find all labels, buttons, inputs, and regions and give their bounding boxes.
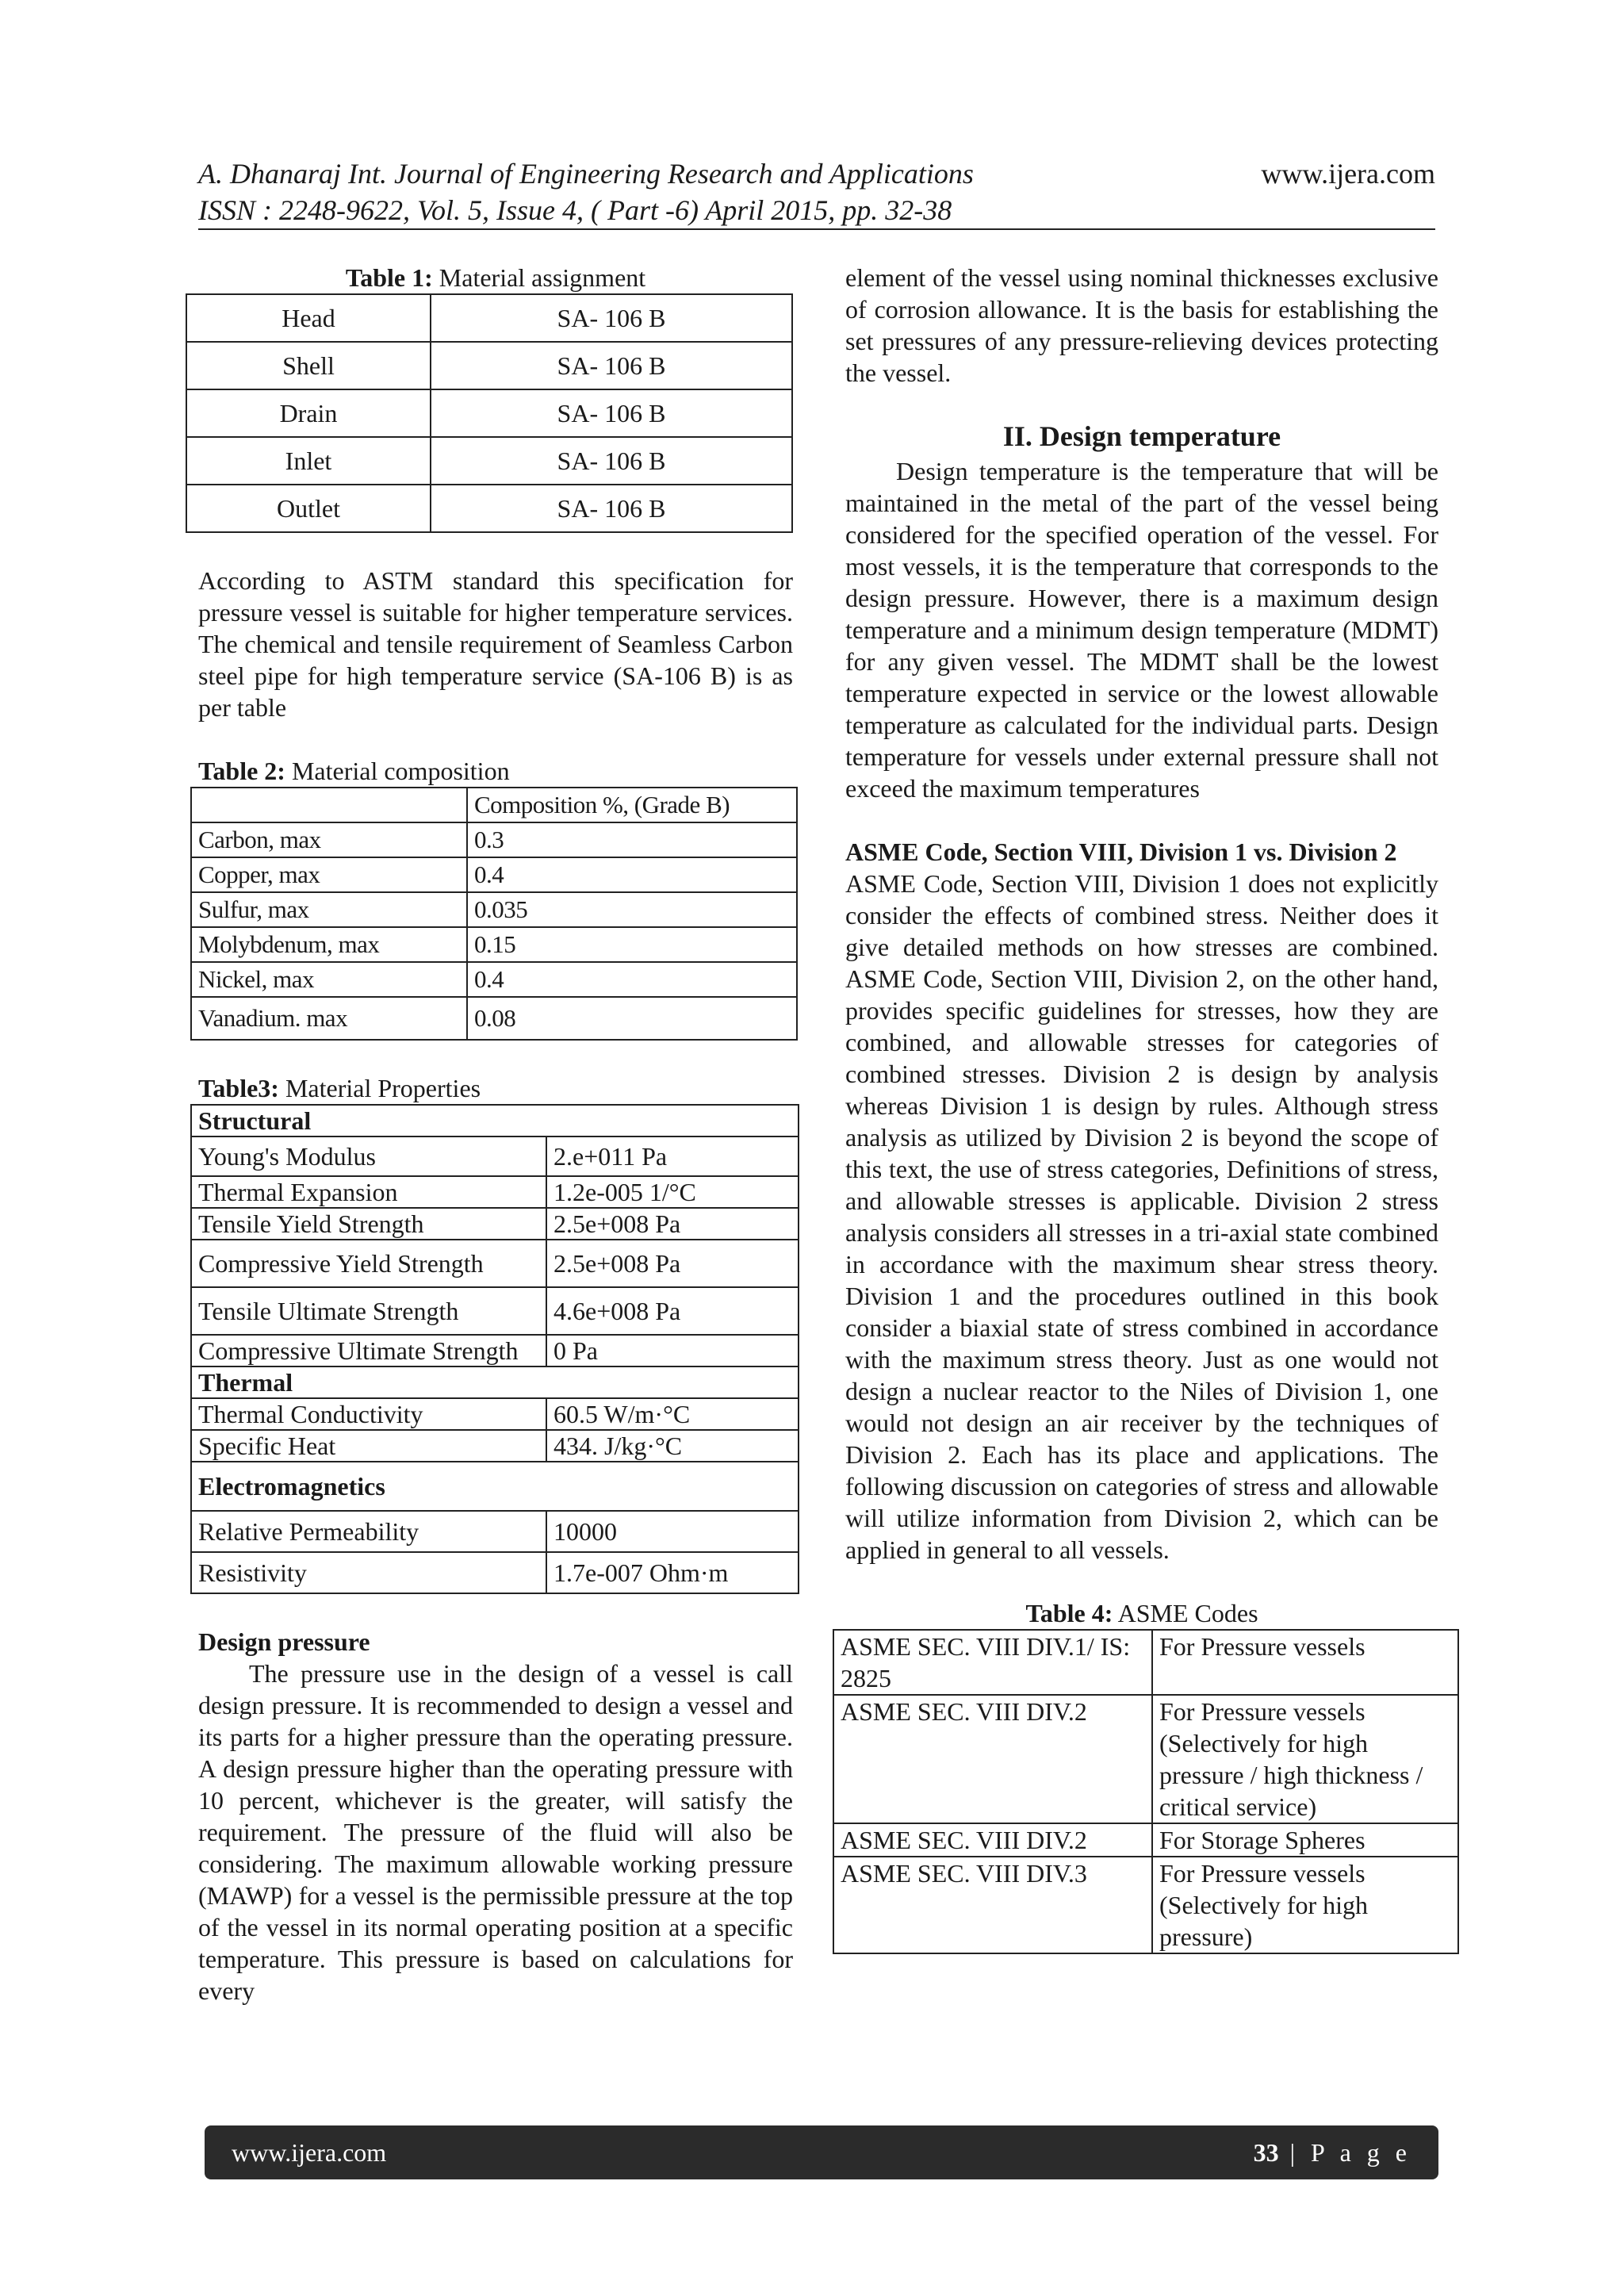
table-row — [186, 342, 792, 389]
table-section-row — [191, 1462, 799, 1511]
table3-caption-text: Material Properties — [278, 1074, 481, 1102]
right-column — [841, 262, 1438, 1954]
table2-caption-text: Material composition — [285, 757, 510, 785]
table-cell: Carbon, max — [191, 822, 467, 857]
table-row — [186, 485, 792, 532]
table-row — [191, 1335, 799, 1366]
table-cell: Outlet — [186, 485, 431, 532]
table-cell: 434. J/kg·°C — [546, 1430, 799, 1462]
table-row — [191, 857, 797, 892]
table-row — [191, 1176, 799, 1208]
page-number — [1254, 2138, 1411, 2168]
table-cell: Nickel, max — [191, 962, 467, 997]
table-cell: 0.035 — [467, 892, 797, 927]
design-pressure-heading: Design pressure — [198, 1627, 370, 1656]
asme-codes-table — [833, 1629, 1459, 1954]
table-row — [191, 892, 797, 927]
table-cell: Thermal Expansion — [191, 1176, 546, 1208]
table-row — [191, 1240, 799, 1287]
table1-caption-text: Material assignment — [432, 263, 646, 292]
design-pressure-paragraph: The pressure use in the design of a vessel is call design pressure. It is recommended to design a vessel and its parts for a higher pressure than the operating pressure. A design pressure higher than the operating pressure with 10 percent, whichever is the greater, will satisfy the requirement. The pressure of the fluid will also be considering. The maximum allowable working pressure (MAWP) for a vessel is the permissible pressure at the top of the vessel in its normal operating position at a specific temperature. This pressure is based on calculations for every — [198, 1659, 793, 2005]
table-row — [191, 997, 797, 1040]
table-cell: Resistivity — [191, 1552, 546, 1593]
table-cell: For Pressure vessels (Selectively for high pressure) — [1152, 1857, 1458, 1953]
table-cell: Vanadium. max — [191, 997, 467, 1040]
material-composition-table — [190, 787, 798, 1041]
header-divider — [198, 228, 1435, 230]
table4-caption-label: Table 4: — [1025, 1599, 1113, 1627]
table-header-row — [191, 788, 797, 822]
table-row — [186, 437, 792, 485]
design-temperature-paragraph: Design temperature is the temperature that will be maintained in the metal of the part of the vessel being considered for the specified operation of the vessel. For most vessels, it is the temperature that corresponds to the design pressure. However, there is a maximum design temperature and a minimum design temperature (MDMT) for any given vessel. The MDMT shall be the lowest temperature expected in service or the lowest allowable temperature as calculated for the individual parts. Design temperature for vessels under external pressure shall not exceed the maximum temperatures — [845, 457, 1438, 803]
table-row — [191, 1552, 799, 1593]
table-cell: Drain — [186, 389, 431, 437]
section-structural: Structural — [191, 1105, 799, 1137]
table-cell: 1.7e-007 Ohm·m — [546, 1552, 799, 1593]
material-properties-table — [190, 1104, 799, 1594]
table-cell: Compressive Yield Strength — [191, 1240, 546, 1287]
table-row — [833, 1857, 1458, 1953]
table-row — [191, 822, 797, 857]
table-row — [833, 1630, 1458, 1695]
table-row — [191, 1137, 799, 1176]
table-cell: 10000 — [546, 1511, 799, 1552]
table-section-row — [191, 1366, 799, 1398]
section-thermal: Thermal — [191, 1366, 799, 1398]
journal-website[interactable]: www.ijera.com — [1261, 158, 1435, 190]
table2-caption-label: Table 2: — [198, 757, 285, 785]
table-cell: ASME SEC. VIII DIV.2 — [833, 1695, 1152, 1823]
table4-caption — [845, 1597, 1438, 1629]
table-row — [833, 1823, 1458, 1857]
table-cell: Copper, max — [191, 857, 467, 892]
table-section-row — [191, 1105, 799, 1137]
table-header-cell: Composition %, (Grade B) — [467, 788, 797, 822]
table-cell: 0.3 — [467, 822, 797, 857]
footer-website-link[interactable]: www.ijera.com — [232, 2137, 387, 2167]
page-label: | P a g e — [1278, 2137, 1411, 2167]
table-cell: 0 Pa — [546, 1335, 799, 1366]
table-cell: Specific Heat — [191, 1430, 546, 1462]
table-row — [186, 294, 792, 342]
table-cell: Molybdenum, max — [191, 927, 467, 962]
issn-line: ISSN : 2248-9622, Vol. 5, Issue 4, ( Part -6) April 2015, pp. 32-38 — [198, 194, 952, 226]
table-cell: 2.e+011 Pa — [546, 1137, 799, 1176]
page-number-value: 33 — [1253, 2137, 1279, 2167]
table1-caption-label: Table 1: — [345, 263, 433, 292]
table-row — [191, 1208, 799, 1240]
table-row — [191, 1398, 799, 1430]
table-row — [191, 1287, 799, 1335]
table-header-cell — [191, 788, 467, 822]
table2-caption — [198, 755, 793, 787]
table-cell: 2.5e+008 Pa — [546, 1240, 799, 1287]
table-row — [191, 927, 797, 962]
table-cell: SA- 106 B — [431, 342, 792, 389]
table-cell: For Pressure vessels — [1152, 1630, 1458, 1695]
table-cell: ASME SEC. VIII DIV.2 — [833, 1823, 1152, 1857]
table-cell: Relative Permeability — [191, 1511, 546, 1552]
table-cell: 0.4 — [467, 962, 797, 997]
table-cell: 1.2e-005 1/°C — [546, 1176, 799, 1208]
table-cell: Compressive Ultimate Strength — [191, 1335, 546, 1366]
page-footer — [205, 2125, 1438, 2179]
table-cell: For Pressure vessels (Selectively for high pressure / high thickness / critical service) — [1152, 1695, 1458, 1823]
page-header — [198, 155, 1435, 228]
table-cell: Sulfur, max — [191, 892, 467, 927]
header-line-1 — [198, 155, 1435, 192]
table3-caption — [198, 1072, 793, 1104]
asme-section-heading: ASME Code, Section VIII, Division 1 vs. Division 2 — [845, 838, 1397, 866]
section-electromagnetics: Electromagnetics — [191, 1462, 799, 1511]
table-cell: Tensile Ultimate Strength — [191, 1287, 546, 1335]
journal-citation: A. Dhanaraj Int. Journal of Engineering Research and Applications — [198, 158, 974, 190]
continuation-paragraph: element of the vessel using nominal thicknesses exclusive of corrosion allowance. It is the basis for establishing the set pressures of any pressure-relieving devices protecting the vessel. — [845, 263, 1438, 387]
table-row — [191, 1511, 799, 1552]
table-cell: Head — [186, 294, 431, 342]
table-cell: Young's Modulus — [191, 1137, 546, 1176]
table-row — [191, 962, 797, 997]
table-cell: 4.6e+008 Pa — [546, 1287, 799, 1335]
table-row — [186, 389, 792, 437]
table4-caption-text: ASME Codes — [1113, 1599, 1258, 1627]
astm-paragraph: According to ASTM standard this specification for pressure vessel is suitable for higher temperature services. The chemical and tensile requirement of Seamless Carbon steel pipe for high temperature service (SA-106 B) is as per table — [198, 566, 793, 722]
table-cell: For Storage Spheres — [1152, 1823, 1458, 1857]
asme-section-paragraph: ASME Code, Section VIII, Division 1 does not explicitly consider the effects of combined stress. Neither does it give detailed methods on how stresses are combined. ASME Code, Section VIII, Division 2, on the other hand, provides specific guidelines for stresses, how they are combined, and allowable stresses for categories of combined stresses. Division 2 is design by analysis whereas Division 1 is design by rules. Although stress analysis as utilized by Division 2 is beyond the scope of this text, the use of stress categories, Definitions of stress, and allowable stresses is applicable. Division 2 stress analysis considers all stresses in a tri-axial state combined in accordance with the maximum shear stress theory. Division 1 and the procedures outlined in this book consider a biaxial state of stress combined in accordance with the maximum stress theory. Just as one would not design a nuclear reactor to the Niles of Division 1, one would not design an air receiver by the techniques of Division 2. Each has its place and applications. The following discussion on categories of stress and allowable will utilize information from Division 2, which can be applied in general to all vessels. — [845, 869, 1438, 1564]
table-cell: SA- 106 B — [431, 485, 792, 532]
table-row — [191, 1430, 799, 1462]
table1-caption — [198, 262, 793, 293]
table-cell: 0.08 — [467, 997, 797, 1040]
table-row — [833, 1695, 1458, 1823]
table-cell: Tensile Yield Strength — [191, 1208, 546, 1240]
material-assignment-table — [186, 293, 793, 533]
table-cell: SA- 106 B — [431, 437, 792, 485]
table-cell: SA- 106 B — [431, 389, 792, 437]
table-cell: 0.4 — [467, 857, 797, 892]
design-temperature-heading: II. Design temperature — [1002, 420, 1281, 452]
left-column — [198, 262, 793, 2007]
table-cell: 60.5 W/m·°C — [546, 1398, 799, 1430]
table-cell: SA- 106 B — [431, 294, 792, 342]
table-cell: ASME SEC. VIII DIV.1/ IS: 2825 — [833, 1630, 1152, 1695]
table3-caption-label: Table3: — [198, 1074, 279, 1102]
table-cell: Inlet — [186, 437, 431, 485]
table-cell: 0.15 — [467, 927, 797, 962]
table-cell: Shell — [186, 342, 431, 389]
table-cell: 2.5e+008 Pa — [546, 1208, 799, 1240]
table-cell: ASME SEC. VIII DIV.3 — [833, 1857, 1152, 1953]
table-cell: Thermal Conductivity — [191, 1398, 546, 1430]
